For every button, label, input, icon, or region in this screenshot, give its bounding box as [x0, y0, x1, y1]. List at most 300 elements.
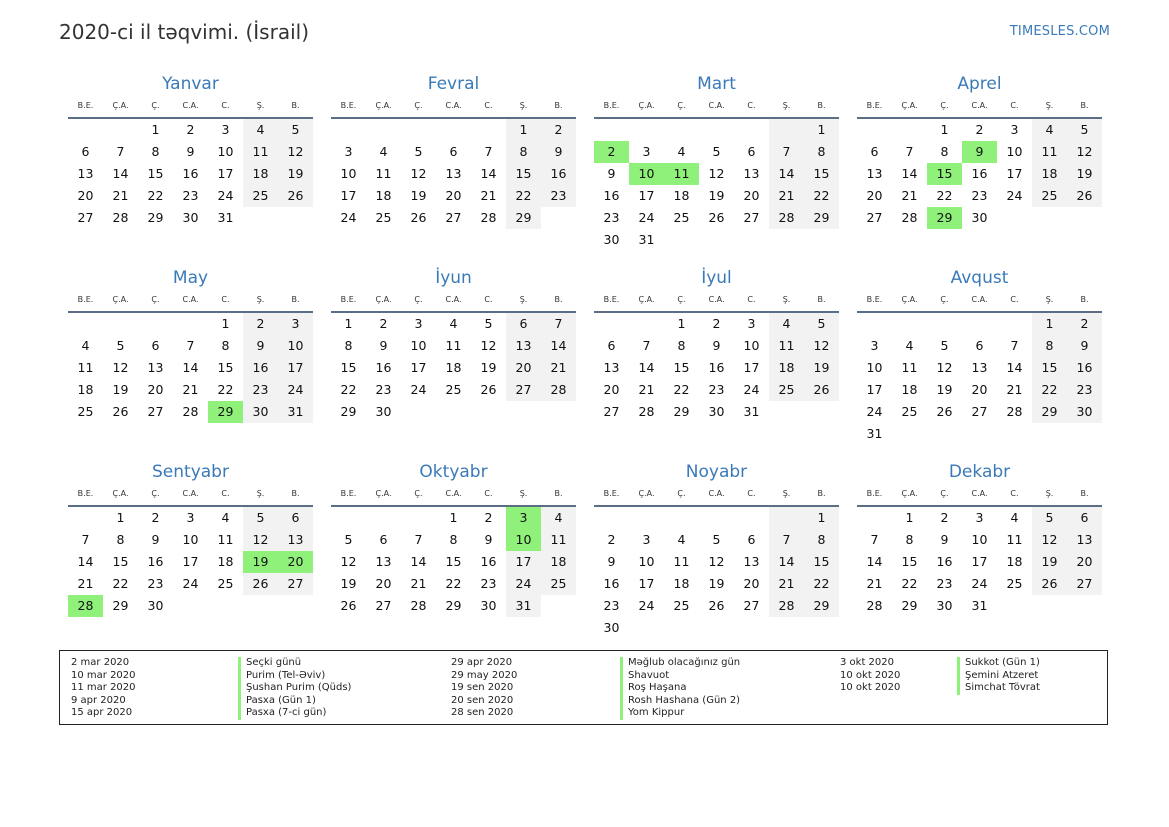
day-cell: 19 [708, 576, 725, 591]
weekday-header [594, 290, 839, 313]
day-cell: 23 [182, 188, 199, 203]
day-cell: 1 [940, 122, 949, 137]
day-cell: 16 [182, 166, 199, 181]
day-cell: 11 [375, 166, 392, 181]
day-cell: 6 [151, 338, 160, 353]
weekday-header [594, 96, 839, 119]
day-cell: 26 [340, 598, 357, 613]
legend-entry: 28 sen 2020 [451, 707, 514, 719]
day-cell: 14 [480, 166, 497, 181]
day-cell: 9 [484, 532, 493, 547]
legend-entry: Sukkot (Gün 1) [957, 657, 1040, 670]
empty-day-cell [401, 119, 436, 141]
day-cell: 29 [147, 210, 164, 225]
weekday-header [68, 96, 313, 119]
day-cell: 23 [971, 188, 988, 203]
day-cell: 2 [594, 141, 629, 163]
day-cell: 27 [743, 598, 760, 613]
day-cell: 29 [901, 598, 918, 613]
day-grid [594, 313, 839, 423]
day-cell: 20 [445, 188, 462, 203]
day-cell: 15 [217, 360, 234, 375]
weekday-header [857, 96, 1102, 119]
day-cell: 2 [940, 510, 949, 525]
month-name: İyul [701, 268, 732, 288]
day-cell: 16 [603, 576, 620, 591]
day-cell: 21 [182, 382, 199, 397]
day-cell: 8 [804, 529, 839, 551]
month-name: Avqust [950, 268, 1009, 288]
day-cell: 31 [971, 598, 988, 613]
day-cell: 20 [971, 382, 988, 397]
weekday-label: Ş. [782, 101, 791, 110]
day-cell: 12 [278, 141, 313, 163]
day-cell: 14 [769, 551, 804, 573]
weekday-label: Ş. [1045, 489, 1054, 498]
day-cell: 19 [278, 163, 313, 185]
day-cell: 10 [743, 338, 760, 353]
day-cell: 8 [905, 532, 914, 547]
day-cell: 3 [186, 510, 195, 525]
weekday-label: Ş. [519, 295, 528, 304]
day-cell: 22 [445, 576, 462, 591]
day-cell: 24 [971, 576, 988, 591]
day-cell: 23 [708, 382, 725, 397]
day-cell: 10 [866, 360, 883, 375]
legend-entry: Pasxa (Gün 1) [238, 695, 351, 708]
day-cell: 27 [445, 210, 462, 225]
day-cell: 24 [340, 210, 357, 225]
day-cell: 21 [769, 185, 804, 207]
day-cell: 28 [901, 210, 918, 225]
day-cell: 2 [712, 316, 721, 331]
day-cell: 20 [278, 551, 313, 573]
day-cell: 17 [866, 382, 883, 397]
day-cell: 21 [112, 188, 129, 203]
day-cell: 10 [638, 554, 655, 569]
day-cell: 26 [112, 404, 129, 419]
day-cell: 20 [506, 357, 541, 379]
day-grid [68, 507, 313, 617]
day-cell: 6 [506, 313, 541, 335]
day-cell: 25 [673, 210, 690, 225]
day-cell: 16 [375, 360, 392, 375]
day-cell: 1 [804, 507, 839, 529]
day-cell: 27 [147, 404, 164, 419]
day-cell: 1 [506, 119, 541, 141]
month-name: Oktyabr [419, 462, 488, 482]
day-cell: 28 [1006, 404, 1023, 419]
day-cell: 1 [677, 316, 686, 331]
day-cell: 7 [870, 532, 879, 547]
day-cell: 24 [638, 210, 655, 225]
weekday-label: Ç. [414, 295, 423, 304]
day-cell: 3 [344, 144, 353, 159]
day-cell: 27 [375, 598, 392, 613]
month-block [857, 72, 1102, 266]
day-cell: 29 [804, 207, 839, 229]
day-cell: 21 [480, 188, 497, 203]
empty-day-cell [769, 119, 804, 141]
day-cell: 29 [1032, 401, 1067, 423]
day-cell: 2 [607, 532, 616, 547]
day-cell: 9 [712, 338, 721, 353]
day-cell: 1 [905, 510, 914, 525]
day-cell: 17 [638, 188, 655, 203]
day-cell: 14 [1006, 360, 1023, 375]
day-cell: 2 [379, 316, 388, 331]
day-cell: 23 [243, 379, 278, 401]
day-cell: 25 [217, 576, 234, 591]
day-cell: 12 [243, 529, 278, 551]
day-cell: 18 [217, 554, 234, 569]
day-cell: 22 [340, 382, 357, 397]
day-cell: 3 [870, 338, 879, 353]
weekday-label: C. [747, 295, 756, 304]
legend-dates-col2 [451, 657, 517, 720]
day-cell: 12 [1032, 529, 1067, 551]
month-name: Sentyabr [152, 462, 229, 482]
day-cell: 23 [541, 185, 576, 207]
legend-entry: Şushan Purim (Qüds) [238, 682, 351, 695]
day-cell: 22 [936, 188, 953, 203]
weekday-label: B. [1080, 101, 1089, 110]
month-block [68, 266, 313, 460]
legend-dates-col3 [840, 657, 900, 695]
day-cell: 18 [243, 163, 278, 185]
empty-day-cell [699, 507, 734, 529]
weekday-label: B. [554, 489, 563, 498]
day-cell: 30 [243, 401, 278, 423]
day-cell: 14 [638, 360, 655, 375]
empty-day-cell [594, 119, 629, 141]
day-cell: 9 [379, 338, 388, 353]
day-cell: 17 [278, 357, 313, 379]
day-cell: 2 [151, 510, 160, 525]
day-cell: 20 [77, 188, 94, 203]
day-cell: 6 [975, 338, 984, 353]
day-cell: 4 [81, 338, 90, 353]
day-cell: 24 [1006, 188, 1023, 203]
day-cell: 18 [1006, 554, 1023, 569]
day-cell: 10 [182, 532, 199, 547]
day-cell: 14 [901, 166, 918, 181]
weekday-label: B.E. [340, 295, 357, 304]
day-cell: 19 [480, 360, 497, 375]
day-cell: 8 [221, 338, 230, 353]
legend-entry: 29 apr 2020 [451, 657, 513, 668]
day-cell: 8 [344, 338, 353, 353]
month-name: Mart [697, 74, 736, 94]
day-cell: 30 [971, 210, 988, 225]
day-cell: 1 [1032, 313, 1067, 335]
weekday-label: B.E. [77, 295, 94, 304]
empty-day-cell [629, 507, 664, 529]
month-name: Noyabr [685, 462, 748, 482]
day-cell: 7 [116, 144, 125, 159]
empty-day-cell [436, 119, 471, 141]
day-cell: 25 [1006, 576, 1023, 591]
day-cell: 22 [506, 185, 541, 207]
day-cell: 19 [804, 357, 839, 379]
day-cell: 4 [1010, 510, 1019, 525]
weekday-label: C. [484, 101, 493, 110]
day-cell: 13 [77, 166, 94, 181]
day-cell: 13 [375, 554, 392, 569]
empty-day-cell [331, 119, 366, 141]
legend-names-col3 [957, 657, 1040, 695]
weekday-header [331, 290, 576, 313]
day-cell: 10 [1006, 144, 1023, 159]
month-block [594, 72, 839, 266]
day-cell: 18 [769, 357, 804, 379]
day-cell: 5 [278, 119, 313, 141]
empty-day-cell [366, 507, 401, 529]
weekday-header [331, 484, 576, 507]
day-cell: 14 [410, 554, 427, 569]
day-cell: 28 [638, 404, 655, 419]
day-cell: 2 [243, 313, 278, 335]
day-cell: 9 [607, 554, 616, 569]
day-cell: 5 [116, 338, 125, 353]
day-cell: 23 [603, 598, 620, 613]
day-cell: 3 [278, 313, 313, 335]
day-cell: 5 [344, 532, 353, 547]
day-cell: 9 [186, 144, 195, 159]
weekday-label: Ç. [414, 489, 423, 498]
day-cell: 5 [712, 532, 721, 547]
day-cell: 7 [642, 338, 651, 353]
weekday-label: Ş. [256, 295, 265, 304]
day-cell: 9 [940, 532, 949, 547]
day-cell: 23 [1067, 379, 1102, 401]
legend-entry: Yom Kippur [620, 707, 740, 720]
month-block [331, 266, 576, 460]
day-cell: 28 [480, 210, 497, 225]
day-cell: 22 [673, 382, 690, 397]
weekday-label: C. [221, 489, 230, 498]
day-cell: 11 [445, 338, 462, 353]
day-cell: 5 [1032, 507, 1067, 529]
weekday-label: B.E. [77, 489, 94, 498]
day-cell: 20 [743, 576, 760, 591]
day-cell: 30 [603, 620, 620, 635]
day-cell: 17 [743, 360, 760, 375]
day-cell: 28 [410, 598, 427, 613]
day-grid [68, 313, 313, 423]
day-cell: 21 [77, 576, 94, 591]
day-cell: 15 [506, 163, 541, 185]
day-grid [857, 507, 1102, 617]
day-cell: 4 [379, 144, 388, 159]
day-cell: 22 [112, 576, 129, 591]
day-cell: 30 [375, 404, 392, 419]
day-cell: 23 [480, 576, 497, 591]
day-cell: 7 [186, 338, 195, 353]
day-cell: 25 [375, 210, 392, 225]
day-cell: 19 [936, 382, 953, 397]
weekday-label: Ç. [677, 489, 686, 498]
day-cell: 26 [1067, 185, 1102, 207]
day-grid [594, 507, 839, 639]
legend-entry: 15 apr 2020 [71, 707, 133, 719]
day-cell: 5 [940, 338, 949, 353]
weekday-label: B. [817, 489, 826, 498]
weekday-label: C.A. [708, 101, 725, 110]
weekday-label: Ş. [519, 489, 528, 498]
day-cell: 28 [866, 598, 883, 613]
day-cell: 25 [901, 404, 918, 419]
day-cell: 13 [743, 166, 760, 181]
legend-entry: Purim (Tel-Əviv) [238, 670, 351, 683]
empty-day-cell [173, 313, 208, 335]
day-cell: 20 [603, 382, 620, 397]
weekday-label: Ç.A. [112, 101, 129, 110]
day-cell: 1 [344, 316, 353, 331]
day-cell: 30 [147, 598, 164, 613]
weekday-label: Ş. [782, 295, 791, 304]
day-cell: 25 [77, 404, 94, 419]
day-cell: 28 [769, 595, 804, 617]
day-cell: 5 [414, 144, 423, 159]
weekday-label: Ç.A. [375, 101, 392, 110]
legend-entry: Seçki günü [238, 657, 351, 670]
day-cell: 4 [1032, 119, 1067, 141]
day-cell: 11 [1032, 141, 1067, 163]
day-cell: 13 [866, 166, 883, 181]
day-cell: 24 [278, 379, 313, 401]
day-cell: 25 [541, 573, 576, 595]
day-cell: 2 [541, 119, 576, 141]
day-cell: 28 [68, 595, 103, 617]
day-cell: 3 [1010, 122, 1019, 137]
empty-day-cell [699, 119, 734, 141]
day-cell: 26 [410, 210, 427, 225]
weekday-label: C. [747, 101, 756, 110]
day-cell: 20 [1067, 551, 1102, 573]
day-cell: 18 [375, 188, 392, 203]
day-cell: 13 [278, 529, 313, 551]
day-cell: 7 [769, 141, 804, 163]
weekday-label: C.A. [445, 489, 462, 498]
day-cell: 27 [866, 210, 883, 225]
day-cell: 5 [484, 316, 493, 331]
month-name: Aprel [957, 74, 1002, 94]
day-cell: 6 [607, 338, 616, 353]
day-cell: 16 [1067, 357, 1102, 379]
weekday-label: Ş. [256, 101, 265, 110]
day-cell: 4 [541, 507, 576, 529]
day-cell: 30 [182, 210, 199, 225]
day-cell: 17 [971, 554, 988, 569]
day-cell: 27 [743, 210, 760, 225]
day-cell: 13 [603, 360, 620, 375]
day-cell: 6 [278, 507, 313, 529]
day-cell: 9 [541, 141, 576, 163]
day-cell: 27 [603, 404, 620, 419]
empty-day-cell [857, 313, 892, 335]
legend-entry: 10 mar 2020 [71, 669, 136, 681]
empty-day-cell [471, 119, 506, 141]
day-cell: 15 [445, 554, 462, 569]
day-cell: 9 [962, 141, 997, 163]
site-link[interactable]: TIMESLES.COM [1009, 24, 1110, 39]
day-cell: 24 [217, 188, 234, 203]
day-cell: 25 [769, 379, 804, 401]
legend-entry: Rosh Hashana (Gün 2) [620, 695, 740, 708]
day-cell: 1 [804, 119, 839, 141]
day-cell: 25 [673, 598, 690, 613]
day-cell: 31 [278, 401, 313, 423]
day-cell: 22 [1032, 379, 1067, 401]
day-cell: 6 [449, 144, 458, 159]
empty-day-cell [857, 119, 892, 141]
weekday-label: Ç.A. [901, 101, 918, 110]
day-cell: 26 [278, 185, 313, 207]
empty-day-cell [594, 313, 629, 335]
day-cell: 4 [677, 144, 686, 159]
day-cell: 16 [147, 554, 164, 569]
weekday-label: Ç.A. [375, 295, 392, 304]
day-cell: 21 [410, 576, 427, 591]
day-cell: 24 [182, 576, 199, 591]
day-cell: 29 [804, 595, 839, 617]
legend-dates-col1 [71, 657, 136, 720]
empty-day-cell [892, 313, 927, 335]
day-cell: 24 [638, 598, 655, 613]
legend-entry: 10 okt 2020 [840, 682, 901, 694]
day-cell: 9 [1067, 335, 1102, 357]
day-cell: 10 [217, 144, 234, 159]
day-cell: 12 [936, 360, 953, 375]
day-cell: 12 [708, 166, 725, 181]
weekday-label: Ç.A. [112, 295, 129, 304]
day-cell: 21 [541, 357, 576, 379]
empty-day-cell [68, 313, 103, 335]
day-cell: 23 [375, 382, 392, 397]
day-cell: 22 [147, 188, 164, 203]
day-cell: 8 [506, 141, 541, 163]
day-cell: 13 [743, 554, 760, 569]
day-cell: 5 [804, 313, 839, 335]
day-cell: 2 [1067, 313, 1102, 335]
day-cell: 15 [804, 163, 839, 185]
month-block [68, 460, 313, 654]
day-cell: 18 [77, 382, 94, 397]
day-cell: 7 [484, 144, 493, 159]
weekday-label: Ç.A. [375, 489, 392, 498]
weekday-label: C.A. [971, 101, 988, 110]
day-cell: 5 [1067, 119, 1102, 141]
holiday-legend [59, 650, 1108, 725]
day-cell: 3 [642, 144, 651, 159]
day-cell: 15 [112, 554, 129, 569]
legend-entry: 20 sen 2020 [451, 694, 514, 706]
day-cell: 3 [642, 532, 651, 547]
day-cell: 9 [243, 335, 278, 357]
day-cell: 19 [410, 188, 427, 203]
weekday-label: Ç.A. [112, 489, 129, 498]
calendar-grid [68, 72, 1103, 654]
day-cell: 19 [708, 188, 725, 203]
day-cell: 24 [866, 404, 883, 419]
weekday-label: Ç.A. [638, 295, 655, 304]
day-cell: 8 [677, 338, 686, 353]
day-cell: 16 [541, 163, 576, 185]
legend-entry: 9 apr 2020 [71, 694, 126, 706]
day-grid [857, 119, 1102, 229]
day-cell: 12 [340, 554, 357, 569]
